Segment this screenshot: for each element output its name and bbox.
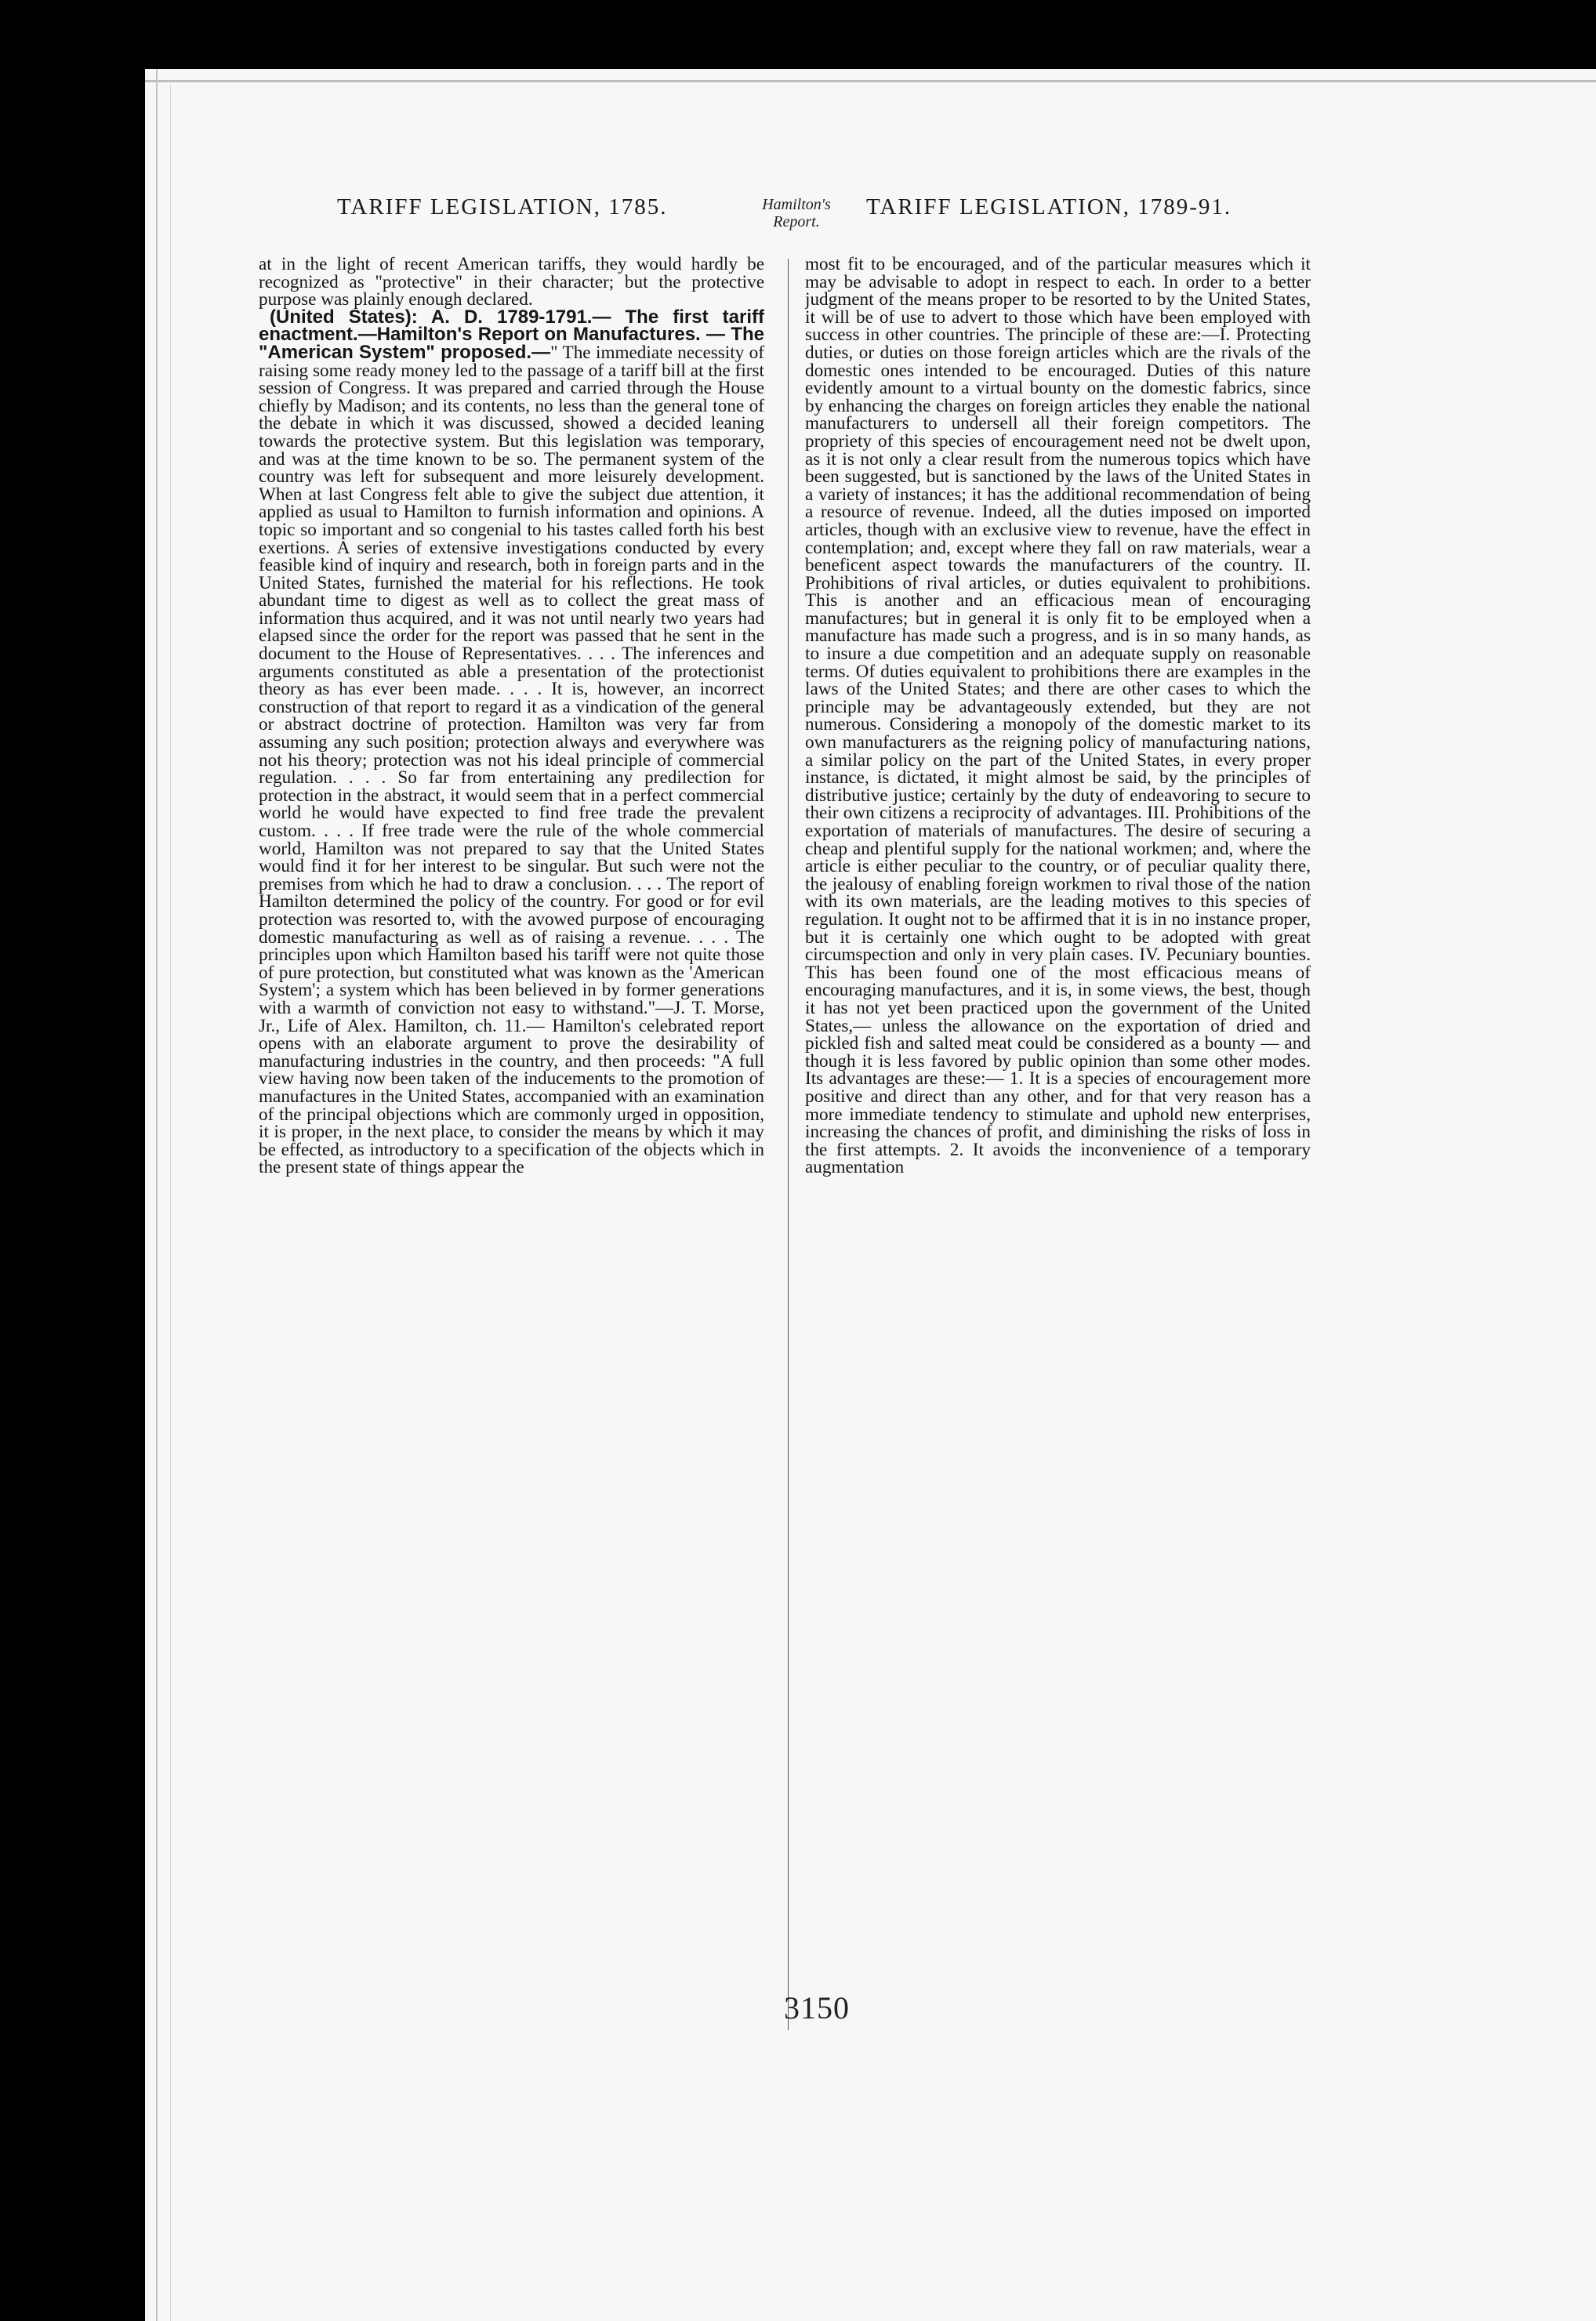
running-header: [0, 194, 1596, 241]
left-column-intro: at in the light of recent American tariffs, they would hardly be recognized as "protective" in their character; but the protective purpose was plainly enough declared.: [259, 256, 764, 310]
header-right-title: TARIFF LEGISLATION, 1789-91.: [866, 194, 1232, 219]
header-left-title: TARIFF LEGISLATION, 1785.: [337, 194, 668, 219]
left-column-body: " The immediate necessity of raising some ready money led to the passage of a tariff bill at the first session of Congress. It was prepared and carried through the House chiefly by Madison; and its contents, no less than the general tone of the debate in which it was discussed, showed a decided leaning towards the protective system. But this legislation was temporary, and was at the time known to be so. The permanent system of the country was left for subsequent and more leisurely development. When at last Congress felt able to give the subject due attention, it applied as usual to Hamilton to furnish information and opinions. A topic so important and so congenial to his tastes called forth his best exertions. A series of extensive investigations conducted by every feasible kind of inquiry and research, both in foreign parts and in the United States, furnished the material for his reflections. He took abundant time to digest as well as to collect the great mass of information thus acquired, and it was not until nearly two years had elapsed since the order for the report was passed that he sent in the document to the House of Representatives. . . . The inferences and arguments constituted as able a presentation of the protectionist theory as has ever been made. . . . It is, however, an incorrect construction of that report to regard it as a vindication of the general or abstract doctrine of protection. Hamilton was very far from assuming any such position; protection always and everywhere was not his theory; protection was not his ideal principle of commercial regulation. . . . So far from entertaining any predilection for protection in the abstract, it would seem that in a perfect commercial world he would have expected to find free trade the prevalent custom. . . . If free trade were the rule of the whole commercial world, Hamilton was not prepared to say that the United States would find it for her interest to be singular. But such were not the premises from which he had to draw a conclusion. . . . The report of Hamilton determined the policy of the country. For good or for evil protection was resorted to, with the avowed purpose of encouraging domestic manufacturing as well as of raising a revenue. . . . The principles upon which Hamilton based his tariff were not quite those of pure protection, but constituted what was known as the 'American System'; a system which has been believed in by former generations with a warmth of conviction not easy to withstand."—J. T. Morse, Jr., Life of Alex. Hamilton, ch. 11.— Hamilton's celebrated report opens with an elaborate argument to prove the desirability of manufacturing industries in the country, and then proceeds: "A full view having now been taken of the inducements to the promotion of manufactures in the United States, accompanied with an examination of the principal objections which are commonly urged in opposition, it is proper, in the next place, to consider the means by which it may be effected, as introductory to a specification of the objects which in the present state of things appear the: [259, 342, 764, 1178]
right-column: [805, 256, 1311, 2035]
left-column-article: [259, 306, 764, 1178]
page-edge-left-inner: [170, 85, 171, 2321]
page-edge-left: [156, 69, 158, 2321]
right-column-body: most fit to be encouraged, and of the particular measures which it may be advisable to adopt in respect to each. In order to a better judgment of the means proper to be resorted to by the United States, it will be of use to advert to those which have been employed with success in other countries. The principle of these are:—I. Protecting duties, or duties on those foreign articles which are the rivals of the domestic ones intended to be encouraged. Duties of this nature evidently amount to a virtual bounty on the domestic fabrics, since by enhancing the charges on foreign articles they enable the national manufacturers to undersell all their foreign competitors. The propriety of this species of encouragement need not be dwelt upon, as it is not only a clear result from the numerous topics which have been suggested, but is sanctioned by the laws of the United States in a variety of instances; it has the additional recommendation of being a resource of revenue. Indeed, all the duties imposed on imported articles, though with an exclusive view to revenue, have the effect in contemplation; and, except where they fall on raw materials, wear a beneficent aspect towards the manufacturers of the country. II. Prohibitions of rival articles, or duties equivalent to prohibitions. This is another and an efficacious mean of encouraging manufactures; but in general it is only fit to be employed when a manufacture has made such a progress, and is in so many hands, as to insure a due competition and an adequate supply on reasonable terms. Of duties equivalent to prohibitions there are examples in the laws of the United States; and there are other cases to which the principle may be advantageously extended, but they are not numerous. Considering a monopoly of the domestic market to its own manufacturers as the reigning policy of manufacturing nations, a similar policy on the part of the United States, in every proper instance, is dictated, it might almost be said, by the principles of distributive justice; certainly by the duty of endeavoring to secure to their own citizens a reciprocity of advantages. III. Prohibitions of the exportation of materials of manufactures. The desire of securing a cheap and plentiful supply for the national workmen; and, where the article is either peculiar to the country, or of peculiar quality there, the jealousy of enabling foreign workmen to rival those of the nation with its own materials, are the leading motives to this species of regulation. It ought not to be affirmed that it is in no instance proper, but it is certainly one which ought to be adopted with great circumspection and only in very plain cases. IV. Pecuniary bounties. This has been found one of the most efficacious means of encouraging manufactures, and it is, in some views, the best, though it has not yet been practiced upon the government of the United States,— unless the allowance on the exportation of dried and pickled fish and salted meat could be considered as a bounty — and though it is less favored by public opinion than some other modes. Its advantages are these:— 1. It is a species of encouragement more positive and direct than any other, and for that very reason has a more immediate tendency to stimulate and uphold new enterprises, increasing the chances of profit, and diminishing the risks of loss in the first attempts. 2. It avoids the inconvenience of a temporary augmentation: [805, 256, 1311, 1178]
entry-heading: (United States): A. D. 1789-1791.— The first tariff enactment.—Hamilton's Report on Manufactures. — The "American System" proposed.—: [259, 306, 764, 363]
page-number: 3150: [784, 1990, 850, 2025]
left-column: [259, 256, 764, 2035]
column-divider: [788, 259, 789, 2030]
page-edge-top: [145, 80, 1596, 82]
header-side-note: Hamilton's Report.: [762, 196, 831, 230]
